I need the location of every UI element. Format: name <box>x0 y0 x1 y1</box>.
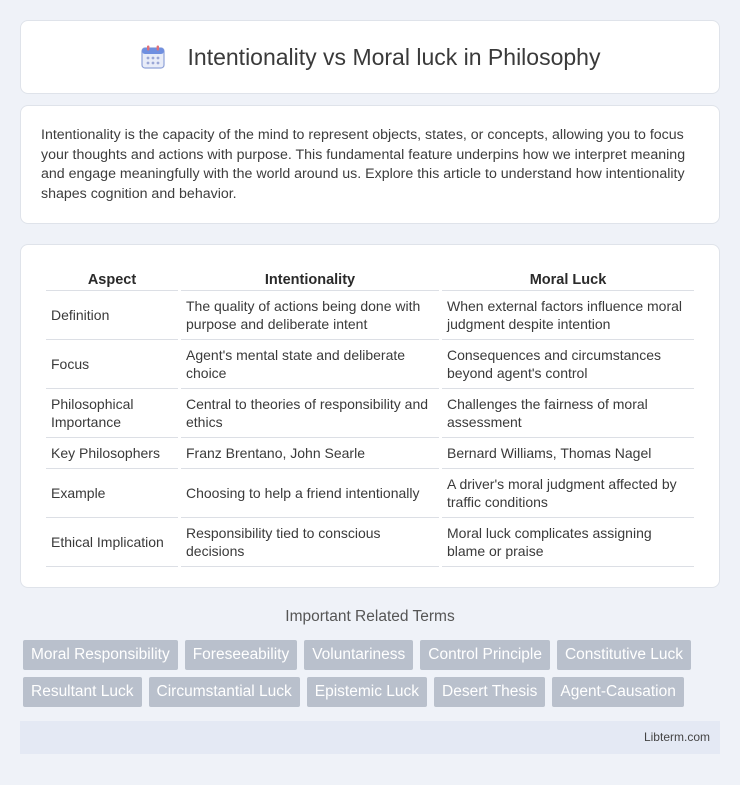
intentionality-cell: The quality of actions being done with purpose and deliberate intent <box>181 291 439 340</box>
tag-desert-thesis[interactable]: Desert Thesis <box>434 677 545 707</box>
header-intentionality: Intentionality <box>181 265 439 291</box>
moral-luck-cell: A driver's moral judgment affected by traffic conditions <box>442 469 694 518</box>
intro-text: Intentionality is the capacity of the mind to represent objects, states, or concepts, allowing you to focus your thoughts and actions with purpose. This fundamental feature underpins how we interpret meaning and engage meaningfully with the world around us. Explore this article to understand how intentionality shapes cognition and behavior. <box>41 127 686 202</box>
footer-site-link[interactable]: Libterm.com <box>643 730 710 744</box>
moral-luck-cell: Challenges the fairness of moral assessment <box>442 389 694 438</box>
tag-row <box>23 677 723 707</box>
tag-voluntariness[interactable]: Voluntariness <box>304 640 413 670</box>
comparison-table <box>43 265 697 567</box>
comparison-card <box>20 244 720 588</box>
tag-moral-responsibility[interactable]: Moral Responsibility <box>23 640 178 670</box>
tag-control-principle[interactable]: Control Principle <box>420 640 550 670</box>
related-terms-title: Important Related Terms <box>285 608 455 625</box>
page-title: Intentionality vs Moral luck in Philosophy <box>187 43 601 70</box>
moral-luck-cell: Consequences and circumstances beyond agent's control <box>442 340 694 389</box>
tag-epistemic-luck[interactable]: Epistemic Luck <box>307 677 427 707</box>
intentionality-cell: Agent's mental state and deliberate choice <box>181 340 439 389</box>
calendar-icon <box>140 44 166 70</box>
aspect-cell: Philosophical Importance <box>46 389 178 438</box>
header-aspect: Aspect <box>46 265 178 291</box>
intentionality-cell: Central to theories of responsibility and ethics <box>181 389 439 438</box>
aspect-cell: Ethical Implication <box>46 518 178 567</box>
tag-foreseeability[interactable]: Foreseeability <box>185 640 298 670</box>
table-row <box>46 389 694 438</box>
tag-constitutive-luck[interactable]: Constitutive Luck <box>557 640 691 670</box>
header-moral-luck: Moral Luck <box>442 265 694 291</box>
table-row <box>46 518 694 567</box>
table-row <box>46 291 694 340</box>
tag-resultant-luck[interactable]: Resultant Luck <box>23 677 142 707</box>
aspect-cell: Key Philosophers <box>46 438 178 469</box>
related-terms <box>23 640 723 714</box>
intro-card <box>20 105 720 224</box>
moral-luck-cell: Bernard Williams, Thomas Nagel <box>442 438 694 469</box>
moral-luck-cell: Moral luck complicates assigning blame or praise <box>442 518 694 567</box>
aspect-cell: Focus <box>46 340 178 389</box>
moral-luck-cell: When external factors influence moral judgment despite intention <box>442 291 694 340</box>
footer <box>20 721 720 754</box>
intentionality-cell: Franz Brentano, John Searle <box>181 438 439 469</box>
table-row <box>46 469 694 518</box>
intentionality-cell: Responsibility tied to conscious decisions <box>181 518 439 567</box>
table-row <box>46 340 694 389</box>
tag-row <box>23 640 723 670</box>
aspect-cell: Example <box>46 469 178 518</box>
aspect-cell: Definition <box>46 291 178 340</box>
table-row <box>46 438 694 469</box>
tag-agent-causation[interactable]: Agent-Causation <box>552 677 683 707</box>
intentionality-cell: Choosing to help a friend intentionally <box>181 469 439 518</box>
header-card <box>20 20 720 94</box>
tag-circumstantial-luck[interactable]: Circumstantial Luck <box>149 677 300 707</box>
